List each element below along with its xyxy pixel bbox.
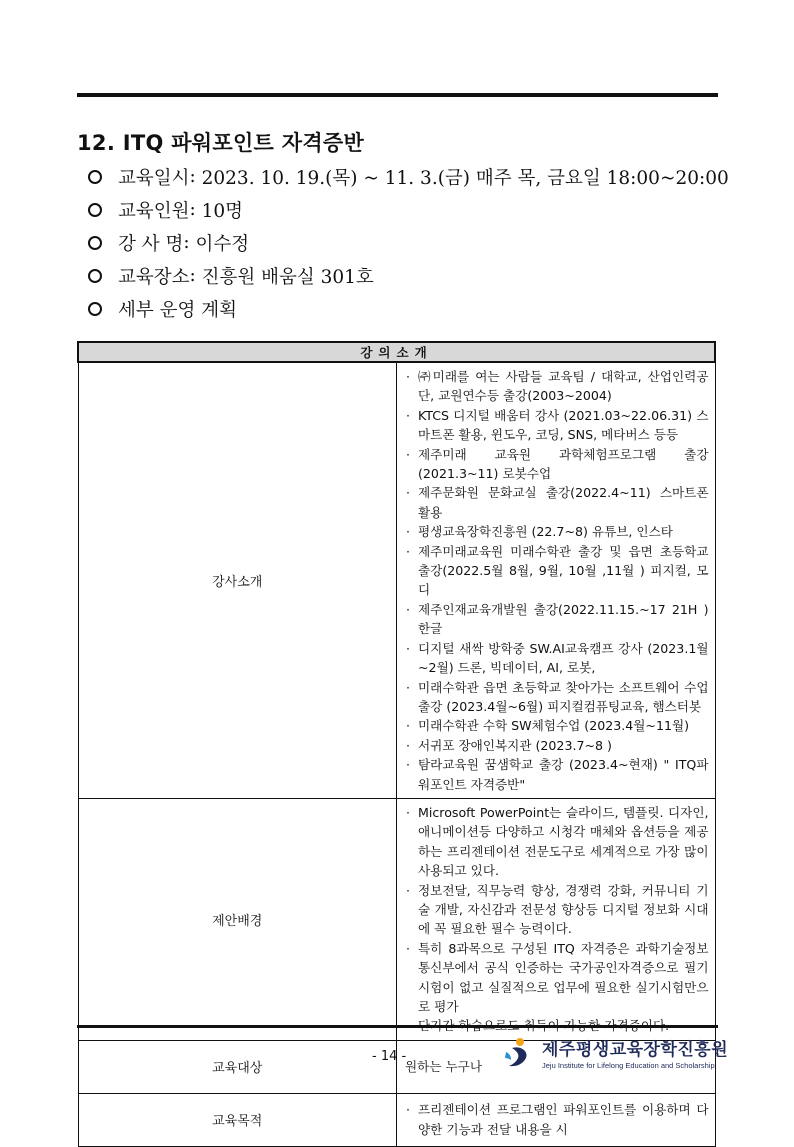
target-value: 원하는 누구나	[405, 1059, 482, 1075]
list-item: · 특히 8과목으로 구성된 ITQ 자격증은 과학기술정보통신부에서 공식 인증하는 국가공인자격증으로 필기시험이 없고 실질적으로 업무에 필요한 실기시험만으로 평가	[405, 939, 709, 1017]
list-item: · 제주미래교육원 미래수학관 출강 및 읍면 초등학교 출강(2022.5월 8월, 9월, 10월 ,11월 ) 피지컬, 모디	[405, 542, 709, 600]
info-plan: 세부 운영 계획	[88, 292, 729, 325]
top-rule	[77, 93, 718, 97]
org-logo	[502, 1035, 728, 1070]
row-label-purpose: 교육목적	[78, 1093, 397, 1146]
list-item: · 정보전달, 직무능력 향상, 경쟁력 강화, 커뮤니티 기술 개발, 자신감과 전문성 향상등 디지털 정보화 시대에 꼭 필요한 필수 능력이다.	[405, 881, 709, 939]
list-item: · ㈜미래를 여는 사람들 교육팀 / 대학교, 산업인력공단, 교원연수등 출강(2003~2004)	[405, 367, 709, 406]
info-instructor: 강 사 명 : 이수정	[88, 226, 729, 259]
circle-bullet-icon	[88, 236, 102, 250]
info-capacity: 교육인원 : 10명	[88, 193, 729, 226]
instructor-list	[397, 362, 716, 798]
purpose-value: · 프리젠테이션 프로그램인 파워포인트를 이용하며 다양한 기능과 전달 내용을 시	[405, 1100, 709, 1139]
row-label-instructor: 강사소개	[78, 362, 397, 798]
info-value: 진흥원 배움실 301호	[201, 266, 374, 288]
list-item: · 디지털 새싹 방학중 SW.AI교육캠프 강사 (2023.1월~2월) 드론, 빅데이터, AI, 로봇,	[405, 639, 709, 678]
page-number: - 14 -	[372, 1049, 407, 1064]
info-value: 이수정	[195, 233, 250, 255]
list-item: · 서귀포 장애인복지관 (2023.7~8 )	[405, 736, 709, 755]
row-background	[78, 798, 715, 1040]
info-schedule: 교육일시 : 2023. 10. 19.(목) ~ 11. 3.(금) 매주 목, 금요일 18:00~20:00	[88, 160, 729, 193]
list-item: · 미래수학관 수학 SW체험수업 (2023.4월~11월)	[405, 716, 709, 735]
list-item: · 제주문화원 문화교실 출강(2022.4~11) 스마트폰 활용	[405, 483, 709, 522]
list-item: · 탐라교육원 꿈샘학교 출강 (2023.4~현재) " ITQ파워포인트 자격증반"	[405, 755, 709, 794]
info-value: 2023. 10. 19.(목) ~ 11. 3.(금) 매주 목, 금요일 18:00~20:00	[201, 167, 729, 189]
list-item: · KTCS 디지털 배움터 강사 (2021.03~22.06.31) 스마트폰 활용, 윈도우, 코딩, SNS, 메타버스 등등	[405, 406, 709, 445]
list-item: · 제주인재교육개발원 출강(2022.11.15.~17 21H ) 한글	[405, 600, 709, 639]
background-list	[397, 798, 716, 1040]
row-label-background: 제안배경	[78, 798, 397, 1040]
row-purpose	[78, 1093, 715, 1146]
circle-bullet-icon	[88, 302, 102, 316]
table-header: 강의소개	[78, 342, 715, 362]
info-location: 교육장소 : 진흥원 배움실 301호	[88, 259, 729, 292]
org-name-english: Jeju Institute for Lifelong Education and Scholarship	[542, 1061, 715, 1070]
list-item: · Microsoft PowerPoint는 슬라이드, 템플릿. 디자인, 애니메이션등 다양하고 시청각 매체와 옵션등을 제공하는 프리젠테이션 전문도구로 세계적으로 가장 많이 사용되고 있다.	[405, 803, 709, 881]
list-item: · 제주미래 교육원 과학체험프로그램 출강(2021.3~11) 로봇수업	[405, 445, 709, 484]
list-item: · 미래수학관 읍면 초등학교 찾아가는 소프트웨어 수업 출강 (2023.4월~6월) 피지컬컴퓨팅교육, 햄스터봇	[405, 678, 709, 717]
circle-bullet-icon	[88, 203, 102, 217]
circle-bullet-icon	[88, 170, 102, 184]
org-name-korean: 제주평생교육장학진흥원	[542, 1040, 729, 1060]
bottom-rule	[77, 1025, 718, 1028]
list-item: · 평생교육장학진흥원 (22.7~8) 유튜브, 인스타	[405, 522, 709, 541]
info-list	[88, 160, 729, 325]
info-value: 10명	[201, 200, 244, 222]
circle-bullet-icon	[88, 269, 102, 283]
section-title: 12. ITQ 파워포인트 자격증반	[77, 131, 365, 155]
row-label-target: 교육대상	[78, 1040, 397, 1093]
row-instructor	[78, 362, 715, 798]
org-emblem-icon	[502, 1036, 536, 1070]
